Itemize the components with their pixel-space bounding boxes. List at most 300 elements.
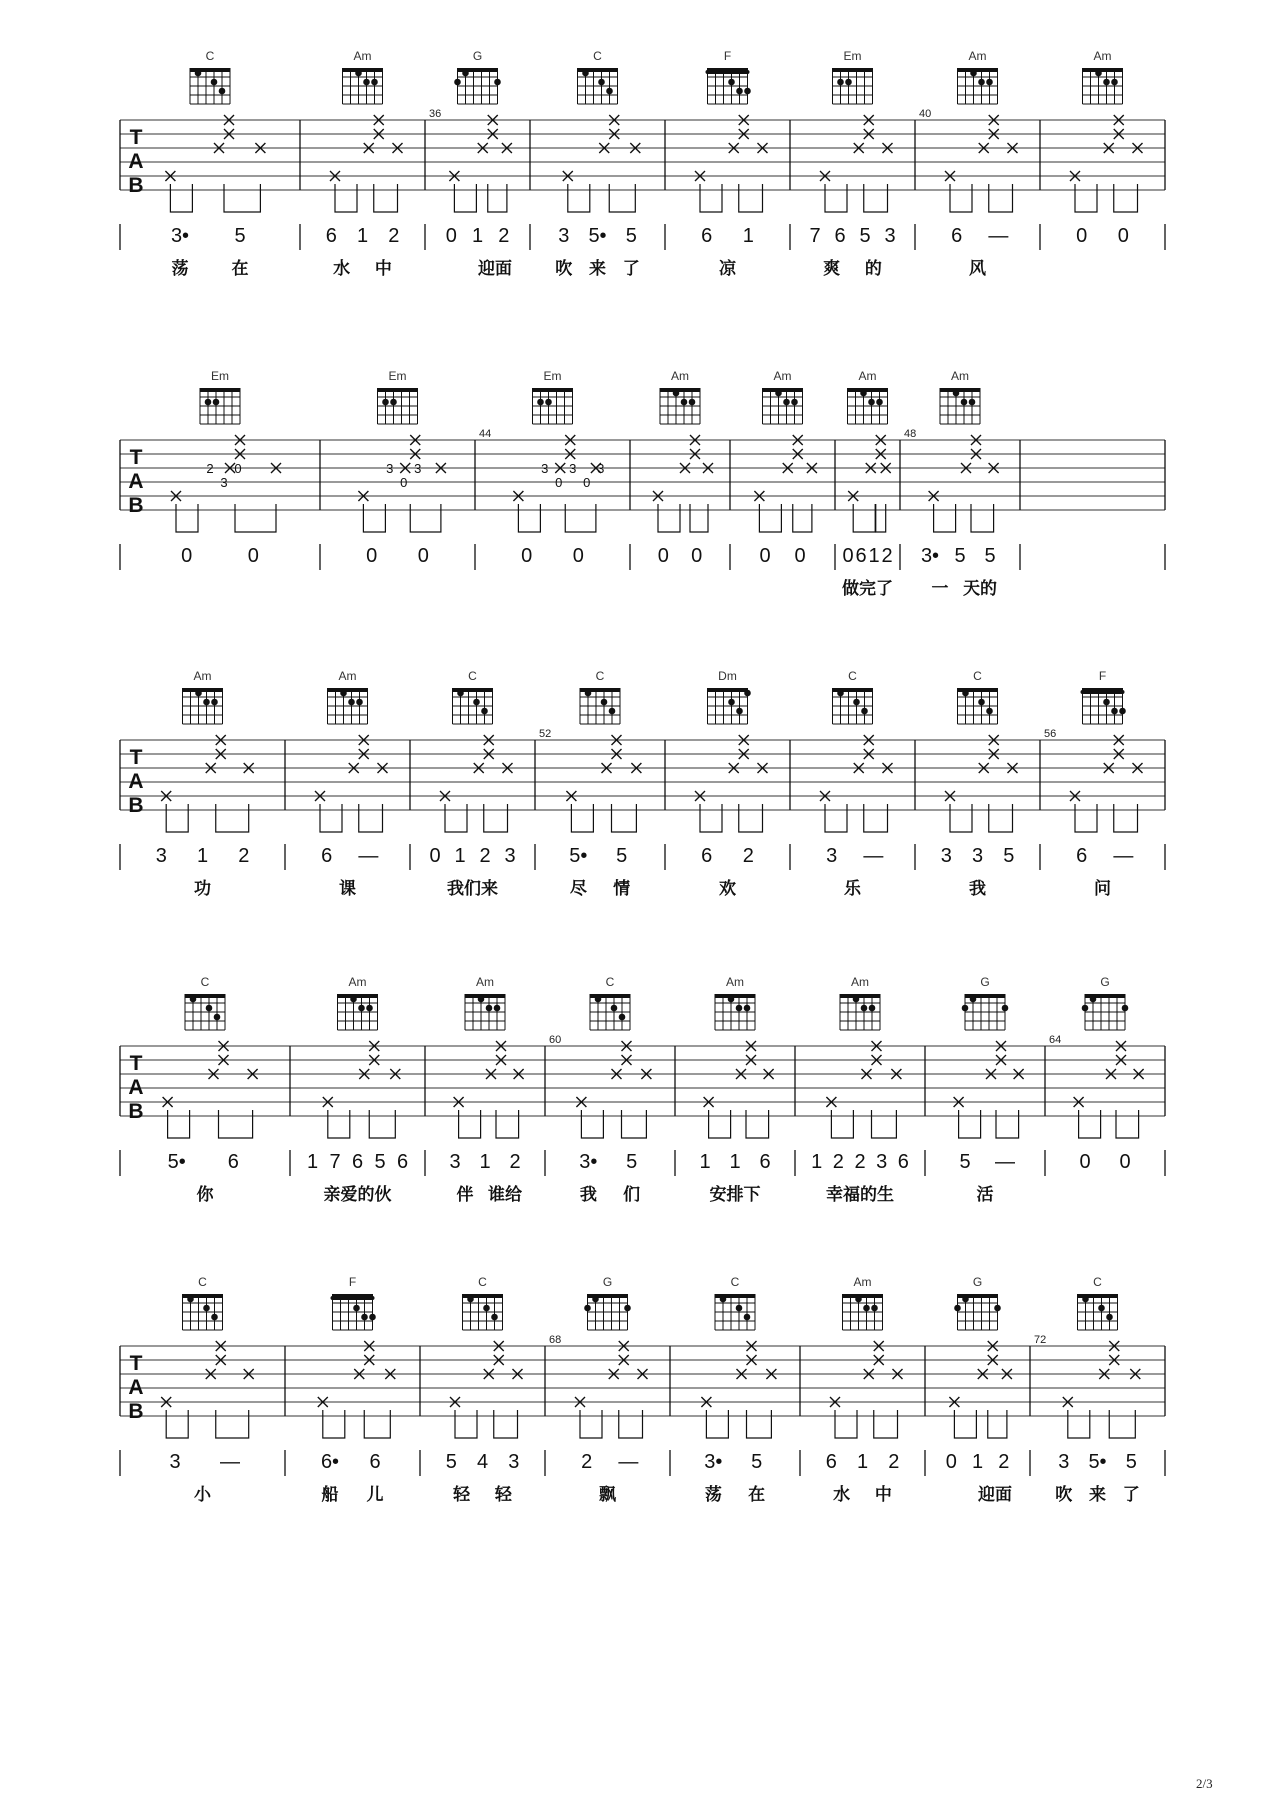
chord-dot	[744, 1314, 751, 1321]
chord-diagram	[465, 994, 505, 1030]
chord-name: C	[593, 49, 602, 63]
chord-name: C	[205, 49, 215, 63]
chord-diagram	[763, 388, 803, 424]
jianpu-note: 1	[699, 1151, 711, 1173]
chord-dot	[673, 390, 680, 397]
note-stem-beam	[410, 504, 441, 532]
note-stem-beam	[170, 184, 192, 212]
lyric-text: 亲爱的伙	[323, 1185, 392, 1205]
chord-dot	[689, 399, 696, 406]
tab-fret-number: 3	[220, 475, 228, 490]
jianpu-note: 6	[897, 1151, 909, 1173]
jianpu-note: 6•	[320, 1451, 340, 1473]
lyric-text: 荡	[704, 1485, 722, 1505]
chord-dot	[969, 399, 976, 406]
chord-dot	[457, 690, 464, 697]
chord-name: C	[468, 669, 477, 683]
chord-diagram	[848, 388, 888, 424]
lyric-text: 飘	[599, 1485, 616, 1505]
chord-dot	[994, 1305, 1001, 1312]
chord-name: F	[723, 49, 732, 63]
chord-nut	[465, 994, 505, 998]
page-number: 2/3	[1196, 1776, 1213, 1791]
jianpu-note: 0	[1076, 225, 1088, 247]
note-stem-beam	[700, 184, 722, 212]
jianpu-note: 2	[998, 1451, 1010, 1473]
chord-dot	[736, 1305, 743, 1312]
note-stem-beam	[580, 1410, 602, 1438]
note-stem-beam	[989, 804, 1013, 832]
chord-dot	[494, 1005, 501, 1012]
chord-dot	[467, 1296, 474, 1303]
jianpu-note: 6	[701, 845, 713, 867]
chord-dot	[382, 399, 389, 406]
chord-dot	[206, 1005, 213, 1012]
jianpu-note: 3	[504, 845, 516, 867]
chord-name: Am	[726, 975, 744, 989]
chord-diagram	[590, 994, 630, 1030]
chord-nut	[958, 68, 998, 72]
note-stem-beam	[759, 504, 781, 532]
chord-dot	[744, 690, 751, 697]
jianpu-note: 3•	[920, 545, 940, 567]
jianpu-note: 1	[811, 1151, 823, 1173]
jianpu-note: 6	[369, 1451, 381, 1473]
chord-diagram	[200, 388, 240, 424]
lyric-text: 我们来	[447, 879, 498, 899]
jianpu-note: 2	[742, 845, 754, 867]
measure-number: 56	[1044, 728, 1057, 740]
jianpu-note: 5•	[588, 225, 607, 247]
jianpu-note: 3	[826, 845, 838, 867]
jianpu-note: —	[988, 225, 1009, 247]
jianpu-note: 2	[238, 845, 250, 867]
note-stem-beam	[328, 1110, 350, 1138]
jianpu-note: 5	[959, 1151, 971, 1173]
tab-clef-letter: B	[128, 794, 144, 817]
tab-clef-letter: B	[128, 1100, 144, 1123]
chord-nut	[183, 688, 223, 692]
tab-clef-letter: B	[128, 494, 144, 517]
note-stem-beam	[568, 184, 590, 212]
chord-dot	[545, 399, 552, 406]
lyric-text: 我	[969, 879, 986, 899]
jianpu-note: 2	[832, 1151, 844, 1173]
chord-dot	[961, 399, 968, 406]
note-stem-beam	[581, 1110, 603, 1138]
jianpu-note: 3	[940, 845, 952, 867]
jianpu-note: 3	[558, 225, 570, 247]
note-stem-beam	[369, 1110, 395, 1138]
measure-number: 36	[429, 108, 442, 120]
lyric-text: 轻	[453, 1485, 471, 1505]
tab-fret-number: 3	[386, 461, 394, 476]
chord-diagram	[706, 68, 751, 104]
chord-dot	[863, 1305, 870, 1312]
chord-name: G	[1100, 975, 1110, 989]
lyric-text: 一	[931, 579, 949, 599]
chord-dot	[986, 708, 993, 715]
jianpu-note: 6	[227, 1151, 239, 1173]
chord-diagram	[584, 1294, 631, 1330]
lyric-text: 你	[196, 1185, 214, 1205]
chord-dot	[203, 1305, 210, 1312]
note-stem-beam	[320, 804, 342, 832]
jianpu-note: 5	[954, 545, 966, 567]
note-stem-beam	[1075, 184, 1097, 212]
chord-dot	[491, 1314, 498, 1321]
chord-diagram	[715, 994, 755, 1030]
chord-dot	[356, 699, 363, 706]
jianpu-note: 3•	[579, 1151, 598, 1173]
jianpu-note: 1	[856, 1451, 869, 1473]
note-stem-beam	[988, 1410, 1007, 1438]
tab-clef-letter: T	[129, 1052, 143, 1075]
chord-dot	[1090, 996, 1097, 1003]
chord-name: G	[980, 975, 990, 989]
note-stem-beam	[216, 804, 249, 832]
note-stem-beam	[706, 1410, 728, 1438]
chord-diagram	[580, 688, 620, 724]
jianpu-note: —	[618, 1451, 639, 1473]
note-stem-beam	[455, 1410, 477, 1438]
chord-name: Dm	[718, 669, 737, 683]
note-stem-beam	[1079, 1110, 1101, 1138]
chord-name: C	[595, 669, 605, 683]
note-stem-beam	[494, 1410, 518, 1438]
note-stem-beam	[1068, 1410, 1090, 1438]
chord-dot	[861, 708, 868, 715]
chord-dot	[736, 88, 743, 95]
chord-dot	[744, 88, 751, 95]
note-stem-beam	[488, 184, 507, 212]
note-stem-beam	[825, 184, 847, 212]
note-stem-beam	[609, 184, 635, 212]
note-stem-beam	[219, 1110, 253, 1138]
tab-fret-number: 0	[400, 475, 408, 490]
jianpu-note: 2	[854, 1151, 866, 1173]
jianpu-note: 0	[1079, 1151, 1091, 1173]
chord-dot	[473, 699, 480, 706]
tab-clef-letter: A	[128, 1376, 144, 1399]
lyric-text: 凉	[719, 259, 736, 279]
chord-name: Am	[348, 975, 367, 989]
note-stem-beam	[864, 804, 888, 832]
note-stem-beam	[746, 1110, 769, 1138]
jianpu-note: 7	[809, 225, 821, 247]
note-stem-beam	[496, 1110, 519, 1138]
jianpu-note: 5•	[1088, 1451, 1107, 1473]
chord-diagram	[185, 994, 225, 1030]
jianpu-note: 0	[945, 1451, 957, 1473]
jianpu-note: 3	[169, 1451, 181, 1473]
tab-clef-letter: A	[128, 1076, 144, 1099]
jianpu-note: 7	[329, 1151, 341, 1173]
chord-name: C	[1093, 1275, 1102, 1289]
chord-dot	[962, 1296, 969, 1303]
note-stem-beam	[445, 804, 467, 832]
note-stem-beam	[484, 804, 508, 832]
jianpu-note: 2	[479, 845, 491, 867]
jianpu-note: 0	[429, 845, 441, 867]
measure-number: 68	[549, 1334, 562, 1346]
chord-dot	[624, 1305, 631, 1312]
tab-clef-letter: T	[129, 446, 143, 469]
jianpu-note: —	[1113, 845, 1134, 867]
chord-name: Am	[951, 369, 969, 383]
jianpu-note: 4	[476, 1451, 489, 1473]
jianpu-note: 6	[321, 845, 333, 867]
measure-number: 60	[549, 1034, 562, 1046]
measure-number: 72	[1034, 1334, 1047, 1346]
jianpu-note: 1	[306, 1151, 319, 1173]
tab-fret-number: 2	[206, 461, 214, 476]
chord-dot	[855, 1296, 862, 1303]
chord-name: C	[973, 669, 982, 683]
tab-clef-letter: A	[128, 470, 144, 493]
chord-dot	[978, 699, 985, 706]
chord-nut	[338, 994, 378, 998]
chord-dot	[962, 690, 969, 697]
chord-name: Am	[338, 669, 357, 683]
note-stem-beam	[739, 184, 763, 212]
chord-name: Am	[858, 369, 877, 383]
chord-dot	[585, 690, 592, 697]
jianpu-note: 1	[729, 1151, 741, 1173]
chord-nut	[708, 688, 748, 692]
chord-dot	[537, 399, 544, 406]
chord-dot	[195, 690, 202, 697]
note-stem-beam	[364, 1410, 390, 1438]
chord-dot	[358, 1005, 365, 1012]
lyric-text: 船	[321, 1485, 339, 1505]
chord-nut	[840, 994, 880, 998]
chord-nut	[533, 388, 573, 392]
lyric-text: 课	[339, 879, 356, 899]
chord-dot	[845, 79, 852, 86]
chord-dot	[350, 996, 357, 1003]
lyric-text: 安排下	[709, 1185, 761, 1205]
chord-name: G	[602, 1275, 613, 1289]
chord-diagram	[183, 688, 223, 724]
note-stem-beam	[166, 1410, 188, 1438]
lyric-text: 爽	[823, 259, 841, 279]
chord-dot	[211, 699, 218, 706]
chord-dot	[720, 1296, 727, 1303]
chord-diagram	[840, 994, 880, 1030]
jianpu-note: 5	[445, 1451, 457, 1473]
chord-diagram	[454, 68, 501, 104]
note-stem-beam	[168, 1110, 190, 1138]
chord-dot	[190, 996, 197, 1003]
chord-dot	[681, 399, 688, 406]
jianpu-note: 2	[509, 1151, 521, 1173]
lyric-text: 水	[833, 1485, 851, 1505]
chord-dot	[783, 399, 790, 406]
chord-barre	[1081, 690, 1125, 694]
chord-diagram	[190, 68, 230, 104]
chord-dot	[619, 1014, 626, 1021]
note-stem-beam	[359, 804, 383, 832]
chord-diagram	[958, 68, 998, 104]
measure-number: 44	[479, 428, 492, 440]
jianpu-note: 0	[1119, 1151, 1131, 1173]
jianpu-note: 5	[374, 1151, 386, 1173]
chord-dot	[361, 1314, 368, 1321]
jianpu-note: 3•	[704, 1451, 723, 1473]
chord-dot	[601, 699, 608, 706]
chord-dot	[1111, 79, 1118, 86]
chord-name: Am	[353, 49, 372, 63]
tab-clef-letter: A	[128, 770, 144, 793]
chord-dot	[203, 699, 210, 706]
chord-dot	[970, 70, 977, 77]
note-stem-beam	[959, 1110, 981, 1138]
chord-dot	[366, 1005, 373, 1012]
lyric-text: 做完了	[842, 579, 893, 599]
note-stem-beam	[934, 504, 956, 532]
chord-dot	[606, 88, 613, 95]
chord-nut	[848, 388, 888, 392]
jianpu-note: 5	[984, 545, 996, 567]
jianpu-note: 6	[855, 545, 867, 567]
lyric-text: 儿	[366, 1485, 384, 1505]
chord-name: Am	[853, 1275, 872, 1289]
chord-nut	[328, 688, 368, 692]
chord-dot	[205, 399, 212, 406]
chord-name: Em	[388, 369, 407, 383]
jianpu-note: 0	[366, 545, 378, 567]
chord-dot	[214, 1014, 221, 1021]
jianpu-note: 0	[691, 545, 703, 567]
chord-barre	[331, 1296, 375, 1300]
chord-diagram	[378, 388, 418, 424]
chord-dot	[736, 708, 743, 715]
chord-diagram	[453, 688, 493, 724]
jianpu-note: 6	[396, 1151, 409, 1173]
chord-name: Em	[543, 369, 562, 383]
jianpu-note: 3	[876, 1151, 888, 1173]
chord-dot	[837, 690, 844, 697]
chord-dot	[371, 79, 378, 86]
chord-name: Em	[843, 49, 862, 63]
chord-diagram	[1081, 688, 1126, 724]
chord-name: C	[200, 975, 210, 989]
chord-dot	[340, 690, 347, 697]
chord-dot	[853, 996, 860, 1003]
note-stem-beam	[831, 1110, 853, 1138]
lyric-text: 水	[333, 259, 351, 279]
chord-dot	[363, 79, 370, 86]
chord-dot	[211, 79, 218, 86]
chord-dot	[953, 390, 960, 397]
chord-diagram	[660, 388, 700, 424]
chord-nut	[763, 388, 803, 392]
note-stem-beam	[853, 504, 875, 532]
jianpu-note: 0	[572, 545, 584, 567]
tab-fret-number: 3	[541, 461, 549, 476]
chord-dot	[598, 79, 605, 86]
chord-name: G	[972, 1275, 983, 1289]
jianpu-note: 2	[581, 1451, 593, 1473]
chord-dot	[369, 1314, 376, 1321]
chord-dot	[1103, 79, 1110, 86]
note-stem-beam	[690, 504, 708, 532]
tab-fret-number: 3	[569, 461, 577, 476]
chord-diagram	[533, 388, 573, 424]
lyric-text: 尽	[569, 879, 587, 899]
lyric-text: 风	[969, 259, 986, 279]
chord-dot	[1106, 1314, 1113, 1321]
chord-diagram	[328, 688, 368, 724]
jianpu-note: 5	[616, 845, 628, 867]
jianpu-note: 0	[181, 545, 193, 567]
note-stem-beam	[876, 504, 886, 532]
jianpu-note: 2	[498, 225, 510, 247]
chord-dot	[728, 699, 735, 706]
lyric-text: 谁给	[488, 1185, 522, 1205]
note-stem-beam	[950, 184, 972, 212]
jianpu-note: 0	[417, 545, 429, 567]
tab-clef-letter: T	[129, 746, 143, 769]
note-stem-beam	[793, 504, 812, 532]
chord-dot	[954, 1305, 961, 1312]
chord-name: F	[1098, 669, 1107, 683]
lyric-text: 轻	[494, 1485, 512, 1505]
chord-diagram	[1082, 994, 1129, 1030]
chord-barre	[706, 70, 750, 74]
chord-name: Am	[1093, 49, 1112, 63]
chord-dot	[582, 70, 589, 77]
jianpu-note: 1	[356, 225, 369, 247]
jianpu-note: —	[995, 1151, 1015, 1173]
jianpu-note: 3	[449, 1151, 461, 1173]
chord-diagram	[954, 1294, 1001, 1330]
chord-name: G	[472, 49, 483, 63]
tab-fret-number: 0	[234, 461, 242, 476]
note-stem-beam	[835, 1410, 857, 1438]
note-stem-beam	[1114, 184, 1138, 212]
jianpu-note: 3	[884, 225, 896, 247]
chord-dot	[876, 399, 883, 406]
note-stem-beam	[996, 1110, 1019, 1138]
jianpu-note: 5	[625, 225, 637, 247]
jianpu-note: —	[863, 845, 884, 867]
chord-dot	[595, 996, 602, 1003]
jianpu-note: 0	[247, 545, 259, 567]
lyric-text: 们	[623, 1185, 641, 1205]
note-stem-beam	[874, 1410, 898, 1438]
tab-clef-letter: T	[129, 126, 143, 149]
chord-dot	[481, 708, 488, 715]
jianpu-note: 1	[742, 225, 754, 247]
chord-dot	[986, 79, 993, 86]
note-stem-beam	[1116, 1110, 1139, 1138]
lyric-text: 功	[194, 879, 211, 899]
note-stem-beam	[224, 184, 260, 212]
chord-dot	[728, 996, 735, 1003]
chord-name: C	[198, 1275, 207, 1289]
note-stem-beam	[700, 804, 722, 832]
chord-name: C	[478, 1275, 487, 1289]
jianpu-note: 0	[521, 545, 533, 567]
note-stem-beam	[864, 184, 888, 212]
chord-dot	[853, 699, 860, 706]
note-stem-beam	[954, 1410, 976, 1438]
chord-dot	[978, 79, 985, 86]
chord-nut	[660, 388, 700, 392]
chord-dot	[494, 79, 501, 86]
